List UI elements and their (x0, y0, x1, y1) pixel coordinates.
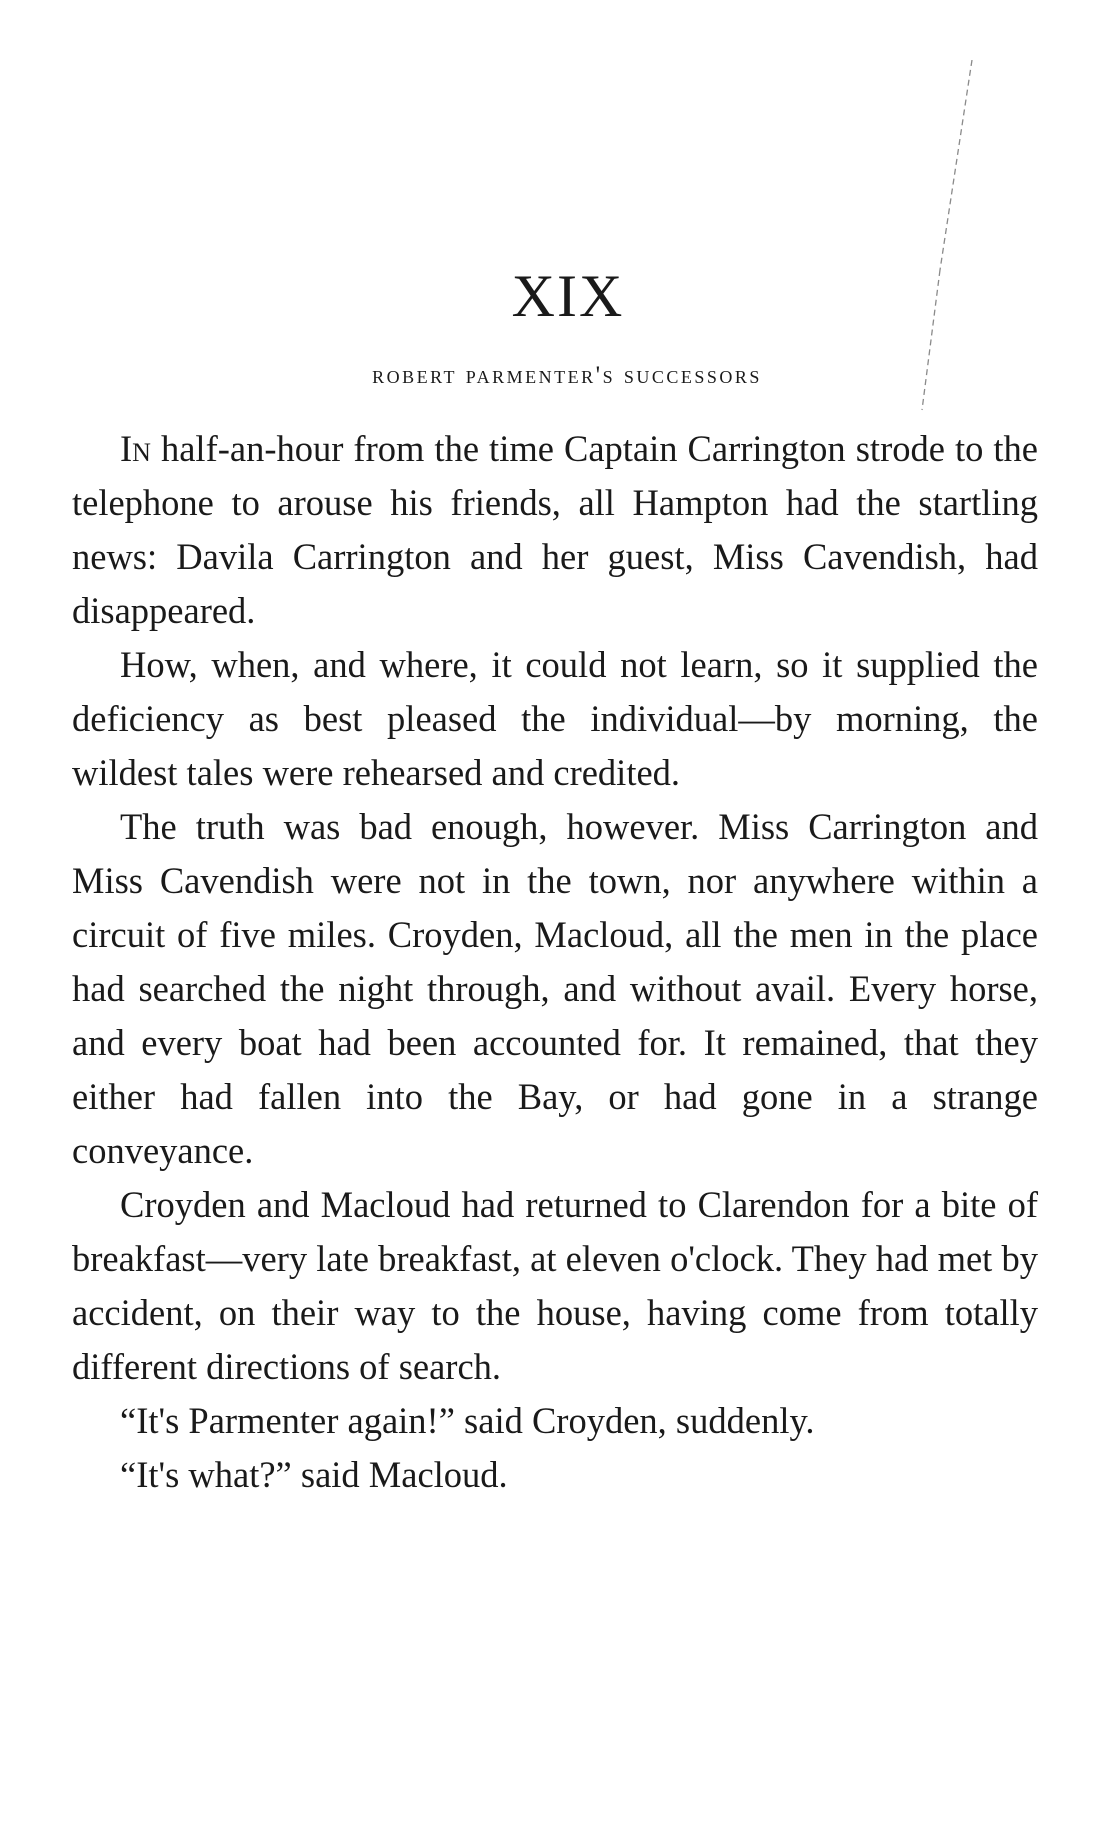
paragraph (72, 800, 1038, 1178)
paragraph (72, 1448, 1038, 1502)
chapter-title: robert parmenter's successors (372, 362, 762, 389)
paragraph (72, 1394, 1038, 1448)
chapter-body (72, 422, 1038, 1502)
paragraph-lead-word: In (120, 428, 151, 469)
paragraph-text: The truth was bad enough, however. Miss Carrington and Miss Cavendish were not in the town, nor anywhere within a circuit of five miles. Croyden, Macloud, all the men in the place had searched the night through, and without avail. Every horse, and every boat had been accounted for. It remained, that they either had fallen into the Bay, or had gone in a strange conveyance. (72, 806, 1038, 1171)
paragraph-text: half-an-hour from the time Captain Carrington strode to the telephone to arouse his friends, all Hampton had the startling news: Davila Carrington and her guest, Miss Cavendish, had disappeared. (72, 428, 1038, 631)
paragraph-text: Croyden and Macloud had returned to Clarendon for a bite of breakfast—very late breakfast, at eleven o'clock. They had met by accident, on their way to the house, having come from totally different directions of search. (72, 1184, 1038, 1387)
chapter-number: XIX (511, 263, 625, 329)
paragraph-text: “It's what?” said Macloud. (120, 1454, 508, 1495)
paragraph-text: How, when, and where, it could not learn, so it supplied the deficiency as best pleased the individual—by morning, the wildest tales were rehearsed and credited. (72, 644, 1038, 793)
paragraph (72, 1178, 1038, 1394)
paragraph (72, 638, 1038, 800)
paragraph-text: “It's Parmenter again!” said Croyden, suddenly. (120, 1400, 815, 1441)
paragraph (72, 422, 1038, 638)
